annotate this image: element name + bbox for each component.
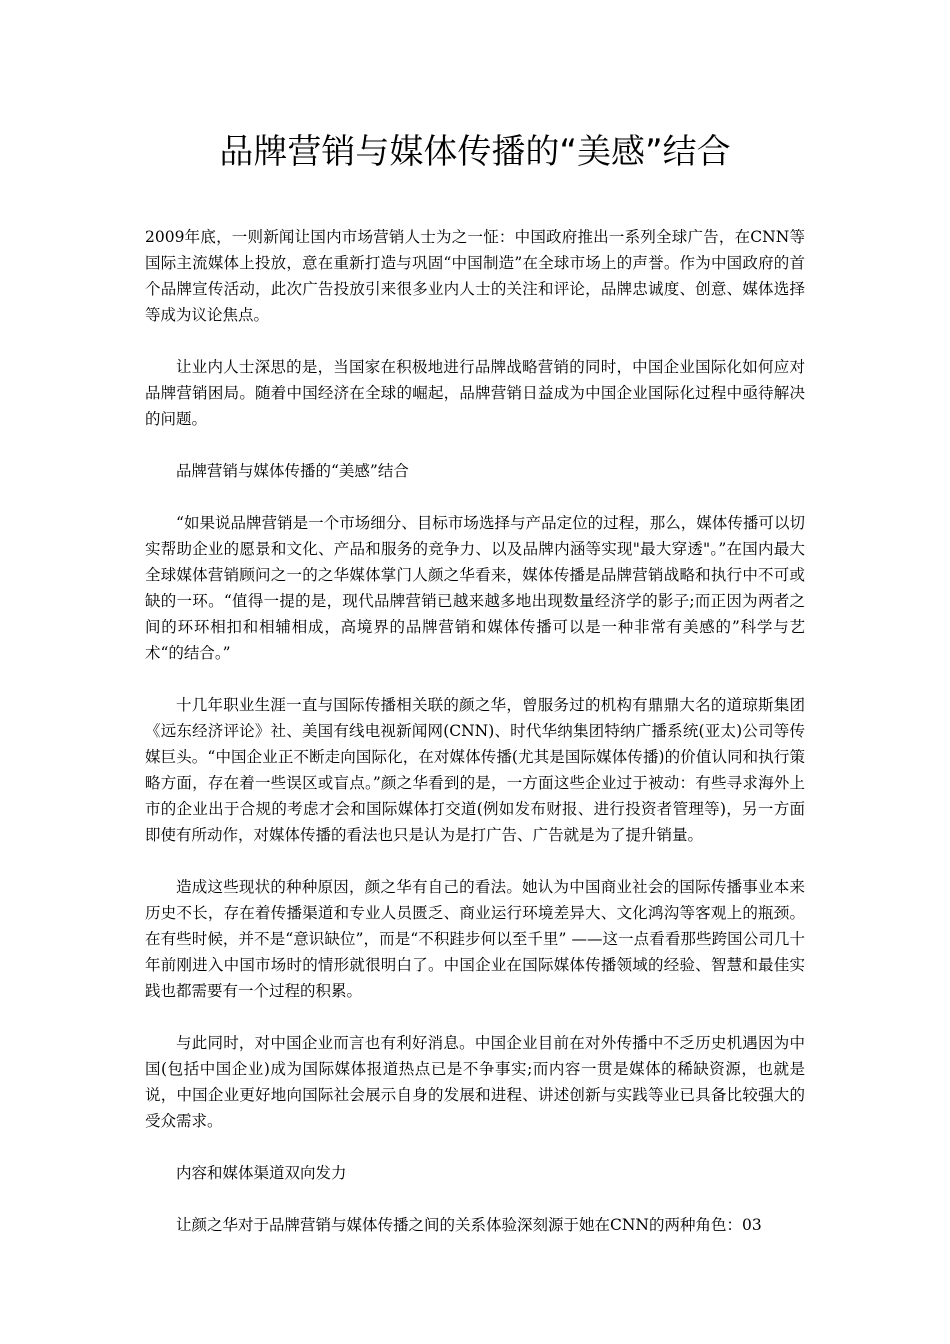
paragraph: “如果说品牌营销是一个市场细分、目标市场选择与产品定位的过程，那么，媒体传播可以切实帮助企业的愿景和文化、产品和服务的竞争力、以及品牌内涵等实现"最大穿透"。”在国内最大全球媒体营销顾问之一的之华媒体掌门人颜之华看来，媒体传播是品牌营销战略和执行中不可或缺的一环。“值得一提的是，现代品牌营销已越来越多地出现数量经济学的影子;而正因为两者之间的环环相扣和相辅相成，高境界的品牌营销和媒体传播可以是一种非常有美感的”科学与艺术“的结合。” <box>145 514 805 662</box>
section-heading: 品牌营销与媒体传播的“美感”结合 <box>176 462 409 480</box>
paragraph: 与此同时，对中国企业而言也有利好消息。中国企业目前在对外传播中不乏历史机遇因为中国(包括中国企业)成为国际媒体报道热点已是不争事实;而内容一贯是媒体的稀缺资源，也就是说，中国企业更好地向国际社会展示自身的发展和进程、讲述创新与实践等业已具备比较强大的受众需求。 <box>145 1034 805 1130</box>
paragraph: 十几年职业生涯一直与国际传播相关联的颜之华，曾服务过的机构有鼎鼎大名的道琼斯集团《远东经济评论》社、美国有线电视新闻网(CNN)、时代华纳集团特纳广播系统(亚太)公司等传媒巨头。“中国企业正不断走向国际化，在对媒体传播(尤其是国际媒体传播)的价值认同和执行策略方面，存在着一些误区或盲点。”颜之华看到的是，一方面这些企业过于被动：有些寻求海外上市的企业出于合规的考虑才会和国际媒体打交道(例如发布财报、进行投资者管理等)，另一方面即使有所动作，对媒体传播的看法也只是认为是打广告、广告就是为了提升销量。 <box>145 696 805 844</box>
paragraph-intro: 2009年底，一则新闻让国内市场营销人士为之一怔：中国政府推出一系列全球广告，在CNN等国际主流媒体上投放，意在重新打造与巩固“中国制造”在全球市场上的声誉。作为中国政府的首个品牌宣传活动，此次广告投放引来很多业内人士的关注和评论，品牌忠诚度、创意、媒体选择等成为议论焦点。 <box>145 228 805 324</box>
document-body <box>145 224 805 1264</box>
paragraph: 造成这些现状的种种原因，颜之华有自己的看法。她认为中国商业社会的国际传播事业本来历史不长，存在着传播渠道和专业人员匮乏、商业运行环境差异大、文化鸿沟等客观上的瓶颈。在有些时候，并不是“意识缺位”，而是“不积跬步何以至千里” ——这一点看看那些跨国公司几十年前刚进入中国市场时的情形就很明白了。中国企业在国际媒体传播领域的经验、智慧和最佳实践也都需要有一个过程的积累。 <box>145 878 805 1000</box>
document-title: 品牌营销与媒体传播的“美感”结合 <box>219 132 731 172</box>
paragraph: 让颜之华对于品牌营销与媒体传播之间的关系体验深刻源于她在CNN的两种角色：03 <box>176 1216 762 1234</box>
section-heading: 内容和媒体渠道双向发力 <box>176 1164 347 1182</box>
paragraph: 让业内人士深思的是，当国家在积极地进行品牌战略营销的同时，中国企业国际化如何应对品牌营销困局。随着中国经济在全球的崛起，品牌营销日益成为中国企业国际化过程中亟待解决的问题。 <box>145 358 805 428</box>
